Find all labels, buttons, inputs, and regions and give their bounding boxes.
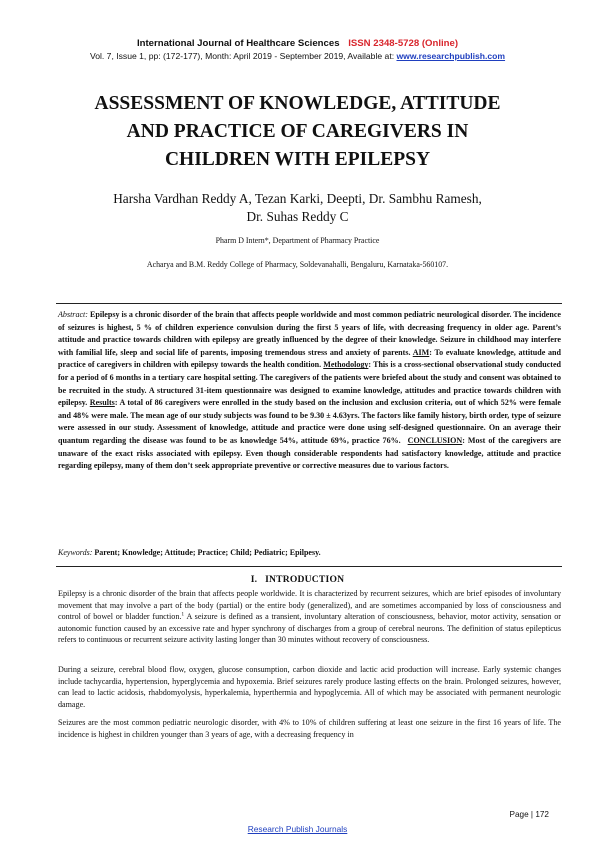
author-list — [40, 190, 555, 226]
journal-details-line — [0, 50, 595, 62]
paper-title — [40, 90, 555, 174]
author-line: Dr. Suhas Reddy C — [246, 209, 349, 224]
abstract-intro: Epilepsy is a chronic disorder of the brain that affects people worldwide and most common pediatric neurological disorder. The incidence of seizures is highest, 5 % of children experience convulsion during the first 5 years of life, with decreasing frequency in older age. Parent’s attitude and practice towards children with epilepsy are greatly influenced by the degree of their knowledge. Seizure in childhood may interfere with familial life, sleep and social life of parents, imposing tremendous stress and anxiety of parents. — [58, 310, 561, 357]
abstract-results-text: : A total of 86 caregivers were enrolled in the study based on the inclusion and exclusion criteria, out of which 52% were female and 48% were male. The mean age of our study subjects was found to be 9.30 ± 4.63yrs. The factors like family history, birth order, type of seizure were assessed in our study. Assessment of knowledge, attitude and practice were done using self-designed questionnaire. On an average their quantum regarding the disease was found to be as knowledge 54%, attitude 69%, practice 76%. — [58, 398, 561, 445]
abstract-conclusion-text: : Most of the caregivers are unaware of the exact risks associated with epilepsy. Even though considerable respondents had satisfactory knowledge, attitude and practice regarding epilepsy, many of them don’t seek appropriate preventive or corrective measures due to various factors. — [58, 435, 561, 471]
abstract-methodology-label: Methodology — [323, 360, 369, 370]
keywords-value: Parent; Knowledge; Attitude; Practice; Child; Pediatric; Epilpesy. — [94, 548, 321, 557]
journal-issn: ISSN 2348-5728 (Online) — [348, 38, 459, 49]
abstract-top-divider — [56, 303, 562, 304]
affiliation-role: Pharm D Intern*, Department of Pharmacy Practice — [215, 236, 380, 245]
author-line: Harsha Vardhan Reddy A, Tezan Karki, Deepti, Dr. Sambhu Ramesh, — [113, 191, 482, 206]
paragraph-text: A seizure is defined as a transient, involuntary alteration of consciousness, behavior, motor activity, sensation or autonomic function caused by an excessive rate and hyper synchrony of discharges from a group of cerebral neurons. The definition of status epilepticus refers to continuous or recurrent seizure activity lasting longer than 30 minutes without recovery of consciousness. — [58, 612, 562, 645]
paper-title-line: AND PRACTICE OF CAREGIVERS IN — [126, 121, 469, 142]
abstract-aim-label: AIM — [412, 347, 430, 357]
citation-ref: 1 — [181, 611, 185, 618]
page-number: Page | 172 — [509, 810, 549, 819]
body-paragraph: Seizures are the most common pediatric neurologic disorder, with 4% to 10% of children suffering at least one seizure in the first 16 years of life. The incidence is highest in children younger than 3 years of age, with a decreasing frequency in — [58, 718, 561, 739]
section-title: INTRODUCTION — [265, 574, 345, 585]
abstract-conclusion-label: CONCLUSION — [407, 435, 463, 445]
section-number: I. — [250, 574, 258, 585]
abstract-aim-text: : To evaluate knowledge, attitude and practice of caregivers in children with epilepsy towards the health condition. — [58, 347, 561, 370]
journal-url-link[interactable]: www.researchpublish.com — [396, 51, 506, 61]
abstract-results-label: Results — [89, 398, 115, 408]
abstract-label: Abstract: — [58, 310, 88, 319]
paper-title-line: ASSESSMENT OF KNOWLEDGE, ATTITUDE — [94, 93, 501, 114]
keywords-line — [58, 547, 561, 559]
paragraph-text: Epilepsy is a chronic disorder of the brain that affects people worldwide. It is characterized by recurrent seizures, which are brief episodes of involuntary movement that may involve a part of the body (partial) or the entire body (generalized), and are sometimes accompanied by loss of consciousness and control of bowel or bladder function. — [58, 589, 561, 622]
abstract-bottom-divider — [56, 566, 562, 567]
journal-name: International Journal of Healthcare Sciences — [136, 38, 340, 49]
footer-journal-link[interactable]: Research Publish Journals — [247, 824, 348, 834]
keywords-label: Keywords: — [58, 548, 93, 557]
affiliation-institution: Acharya and B.M. Reddy College of Pharmacy, Soldevanahalli, Bengaluru, Karnataka-560107. — [146, 260, 449, 269]
body-paragraph — [58, 588, 561, 646]
journal-details: Vol. 7, Issue 1, pp: (172-177), Month: April 2019 - September 2019, Available at: — [89, 51, 397, 61]
journal-title-line — [0, 38, 595, 50]
section-heading — [0, 574, 595, 585]
abstract-block — [58, 309, 561, 473]
journal-header — [0, 38, 595, 62]
paper-title-line: CHILDREN WITH EPILEPSY — [164, 149, 431, 170]
abstract-methodology-text: : This is a cross-sectional observational study conducted for a period of 6 months in a tertiary care hospital setting. The caregivers of the patients were briefed about the study and consent was obtained to be recruited in the study. A structured 31-item questionnaire was designed to examine knowledge, attitudes and practice towards children with epilepsy. — [58, 360, 561, 408]
body-paragraph: During a seizure, cerebral blood flow, oxygen, glucose consumption, carbon dioxide and lactic acid production will increase. Early systemic changes include tachycardia, hypertension, hyperglycemia and hypoxemia. Brief seizures rarely produce lasting effects on the brain. Prolonged seizures, however, can lead to lactic acidosis, rhabdomyolysis, hyperkalemia, hyperthermia and hypoglycemia. All of which may be associated with permanent neurologic damage. — [58, 665, 561, 709]
